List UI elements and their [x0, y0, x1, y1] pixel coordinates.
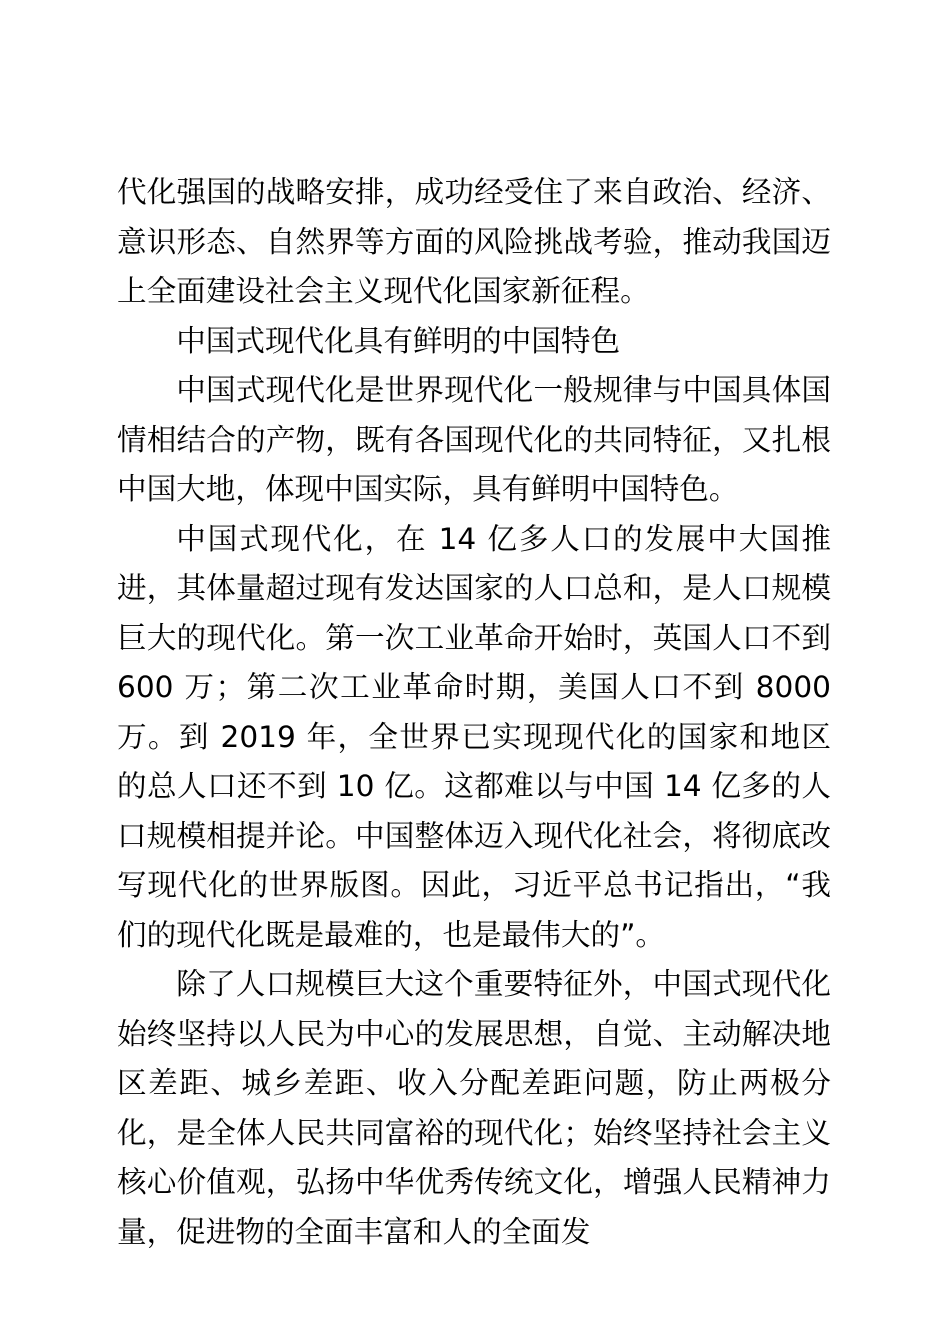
subheading-chinese-modernization-characteristics: 中国式现代化具有鲜明的中国特色 [176, 323, 621, 358]
paragraph-general-laws-and-national-conditions: 中国式现代化是世界现代化一般规律与中国具体国情相结合的产物，既有各国现代化的共同特征，又扎根中国大地，体现中国实际，具有鲜明中国特色。 [117, 373, 831, 506]
paragraph-common-prosperity-and-culture: 除了人口规模巨大这个重要特征外，中国式现代化始终坚持以人民为中心的发展思想，自觉、主动解决地区差距、城乡差距、收入分配差距问题，防止两极分化，是全体人民共同富裕的现代化；始终坚持社会主义核心价值观，弘扬中华优秀传统文化，增强人民精神力量，促进物的全面丰富和人的全面发 [117, 967, 831, 1249]
paragraph-continued-opening: 代化强国的战略安排，成功经受住了来自政治、经济、意识形态、自然界等方面的风险挑战考验，推动我国迈上全面建设社会主义现代化国家新征程。 [117, 175, 831, 308]
document-text-body [117, 168, 831, 1257]
paragraph-huge-population-scale: 中国式现代化，在 14 亿多人口的发展中大国推进，其体量超过现有发达国家的人口总和，是人口规模巨大的现代化。第一次工业革命开始时，英国人口不到 600 万；第二次工业革命时期，美国人口不到 8000 万。到 2019 年，全世界已实现现代化的国家和地区的总人口还不到 10 亿。这都难以与中国 14 亿多的人口规模相提并论。中国整体迈入现代化社会，将彻底改写现代化的世界版图。因此，习近平总书记指出，“我们的现代化既是最难的，也是最伟大的”。 [117, 521, 831, 952]
